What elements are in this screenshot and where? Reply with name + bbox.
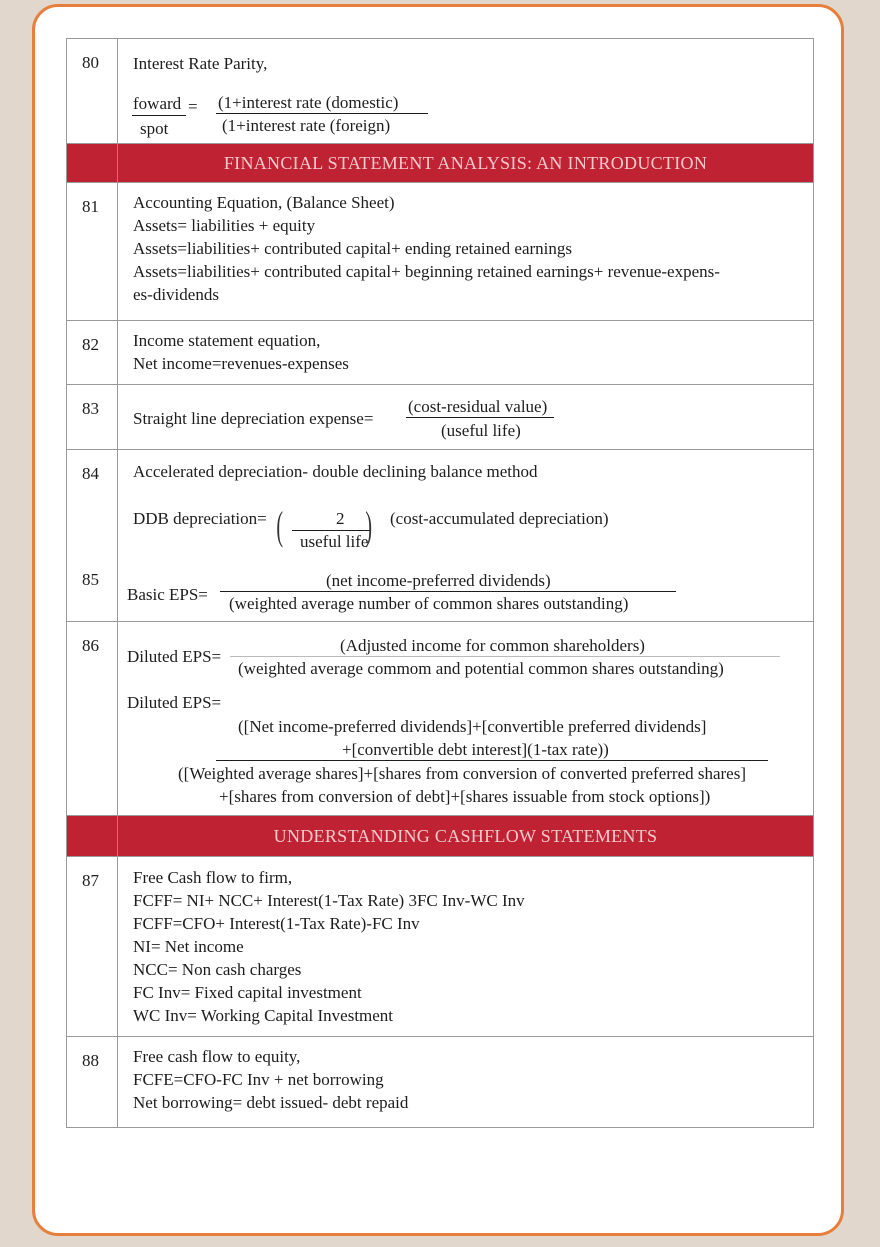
rhs-denominator: (1+interest rate (foreign): [222, 116, 391, 135]
row-content: [118, 183, 813, 320]
row-content: [118, 622, 813, 815]
text-line: NCC= Non cash charges: [133, 960, 302, 979]
text-line: Assets= liabilities + equity: [133, 216, 316, 235]
row-number: 87: [67, 857, 118, 1036]
section-header: [67, 144, 813, 183]
formula-rest: (cost-accumulated depreciation): [390, 509, 609, 528]
denominator: useful life: [300, 532, 369, 551]
row-number: 82: [67, 321, 118, 384]
numerator: (cost-residual value): [408, 397, 548, 416]
denominator-line: +[shares from conversion of debt]+[shares issuable from stock options]): [219, 787, 711, 806]
row-content: [118, 385, 813, 449]
text-line: FCFE=CFO-FC Inv + net borrowing: [133, 1070, 384, 1089]
text-line: Net borrowing= debt issued- debt repaid: [133, 1093, 409, 1112]
formula-title: Interest Rate Parity,: [133, 54, 268, 73]
row-content: [118, 321, 813, 384]
section-title: FINANCIAL STATEMENT ANALYSIS: AN INTRODUCTION: [223, 153, 708, 173]
denominator: (weighted average number of common shares outstanding): [229, 594, 629, 613]
text-line: Assets=liabilities+ contributed capital+ ending retained earnings: [133, 239, 573, 258]
table-row-86: [67, 622, 813, 816]
numerator: (Adjusted income for common shareholders): [340, 636, 645, 655]
right-paren: ): [365, 503, 372, 548]
text-line: es-dividends: [133, 285, 219, 304]
text-line: NI= Net income: [133, 937, 244, 956]
formula-title: Accelerated depreciation- double declining balance method: [133, 462, 538, 481]
row-content: [118, 857, 813, 1036]
text-line: WC Inv= Working Capital Investment: [133, 1006, 394, 1025]
formula-label: Straight line depreciation expense=: [133, 409, 374, 428]
section-title: UNDERSTANDING CASHFLOW STATEMENTS: [273, 826, 658, 846]
text-line: FCFF=CFO+ Interest(1-Tax Rate)-FC Inv: [133, 914, 420, 933]
text-line: Free Cash flow to firm,: [133, 868, 293, 887]
text-line: Net income=revenues-expenses: [133, 354, 349, 373]
formula-label: DDB depreciation=: [133, 509, 267, 528]
row-number: 81: [67, 183, 118, 320]
formula-table: [66, 38, 814, 1128]
denominator: (useful life): [441, 421, 521, 440]
row-content: [118, 450, 813, 621]
row-number: 88: [67, 1037, 118, 1127]
text-line: FC Inv= Fixed capital investment: [133, 983, 362, 1002]
row-content: [118, 39, 813, 143]
text-line: Free cash flow to equity,: [133, 1047, 301, 1066]
numerator: 2: [336, 509, 345, 528]
formula-label: Diluted EPS=: [127, 647, 222, 666]
text-line: Income statement equation,: [133, 331, 321, 350]
numerator-line: +[convertible debt interest](1-tax rate)): [342, 740, 609, 759]
formula-label: Basic EPS=: [127, 585, 208, 604]
fraction-bar: [132, 115, 186, 116]
table-row-83: [67, 385, 813, 450]
numerator: (net income-preferred dividends): [326, 571, 551, 590]
row-number: 85: [82, 570, 99, 589]
table-row-84-85: [67, 450, 813, 622]
row-content: [118, 1037, 813, 1127]
text-line: FCFF= NI+ NCC+ Interest(1-Tax Rate) 3FC Inv-WC Inv: [133, 891, 525, 910]
fraction-bar: [216, 760, 768, 761]
equals-sign: =: [188, 97, 198, 116]
text-line: Accounting Equation, (Balance Sheet): [133, 193, 395, 212]
left-paren: (: [276, 503, 283, 548]
text-line: Assets=liabilities+ contributed capital+ beginning retained earnings+ revenue-expens-: [133, 262, 720, 281]
section-header: [67, 816, 813, 857]
denominator: (weighted average commom and potential common shares outstanding): [238, 659, 724, 678]
denominator-line: ([Weighted average shares]+[shares from conversion of converted preferred shares]: [178, 764, 747, 783]
table-row-80: [67, 39, 813, 144]
table-row-87: [67, 857, 813, 1037]
lhs-denominator: spot: [140, 119, 169, 138]
fraction-bar: [406, 417, 554, 418]
row-number: 84: [82, 464, 99, 483]
table-row-81: [67, 183, 813, 321]
row-number: 86: [67, 622, 118, 815]
row-number: 80: [67, 39, 118, 143]
lhs-numerator: foward: [133, 94, 182, 113]
table-row-82: [67, 321, 813, 385]
row-number: 83: [67, 385, 118, 449]
rhs-numerator: (1+interest rate (domestic): [218, 93, 399, 112]
formula-label: Diluted EPS=: [127, 693, 222, 712]
numerator-line: ([Net income-preferred dividends]+[convertible preferred dividends]: [238, 717, 707, 736]
table-row-88: [67, 1037, 813, 1127]
